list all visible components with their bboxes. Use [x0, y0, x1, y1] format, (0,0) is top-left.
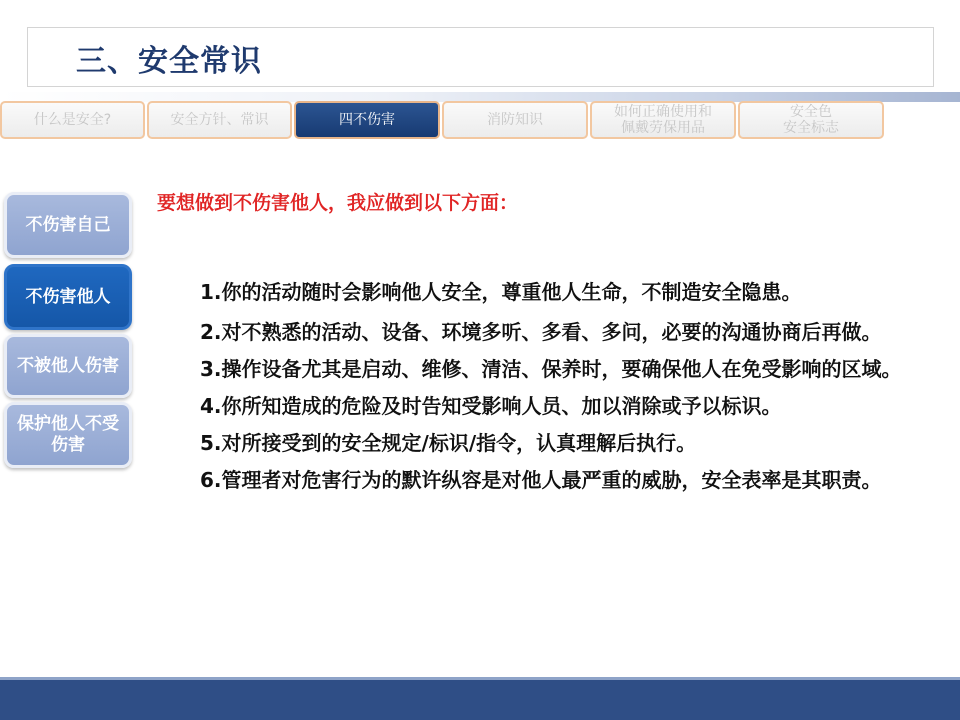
tab-safety-colors-signs[interactable]: 安全色 安全标志 — [738, 101, 884, 139]
list-item: 6.管理者对危害行为的默许纵容是对他人最严重的威胁，安全表率是其职责。 — [200, 468, 882, 492]
tab-four-no-harm[interactable]: 四不伤害 — [294, 101, 440, 139]
section-heading: 要想做到不伤害他人，我应做到以下方面： — [157, 192, 519, 214]
tab-fire-knowledge[interactable]: 消防知识 — [442, 101, 588, 139]
list-item: 5.对所接受到的安全规定/标识/指令，认真理解后执行。 — [200, 431, 697, 455]
sidebar-item-no-harm-others[interactable]: 不伤害他人 — [4, 264, 132, 330]
footer-bar — [0, 677, 960, 720]
tab-ppe-usage[interactable]: 如何正确使用和 佩戴劳保用品 — [590, 101, 736, 139]
list-item: 2.对不熟悉的活动、设备、环境多听、多看、多问，必要的沟通协商后再做。 — [200, 320, 882, 344]
tab-bar — [0, 101, 960, 141]
content-list — [148, 274, 938, 499]
tab-what-is-safety[interactable]: 什么是安全? — [0, 101, 145, 139]
page-title: 三、安全常识 — [76, 44, 262, 79]
sidebar-item-protect-others[interactable]: 保护他人不受 伤害 — [4, 402, 132, 468]
list-item: 4.你所知造成的危险及时告知受影响人员、加以消除或予以标识。 — [200, 394, 782, 418]
tab-safety-policy[interactable]: 安全方针、常识 — [147, 101, 292, 139]
list-item: 1.你的活动随时会影响他人安全，尊重他人生命，不制造安全隐患。 — [200, 280, 802, 304]
sidebar-item-no-harm-self[interactable]: 不伤害自己 — [4, 192, 132, 258]
title-box — [27, 27, 934, 87]
list-item: 3.操作设备尤其是启动、维修、清洁、保养时，要确保他人在免受影响的区域。 — [200, 357, 902, 381]
sidebar-item-not-harmed-by-others[interactable]: 不被他人伤害 — [4, 334, 132, 398]
